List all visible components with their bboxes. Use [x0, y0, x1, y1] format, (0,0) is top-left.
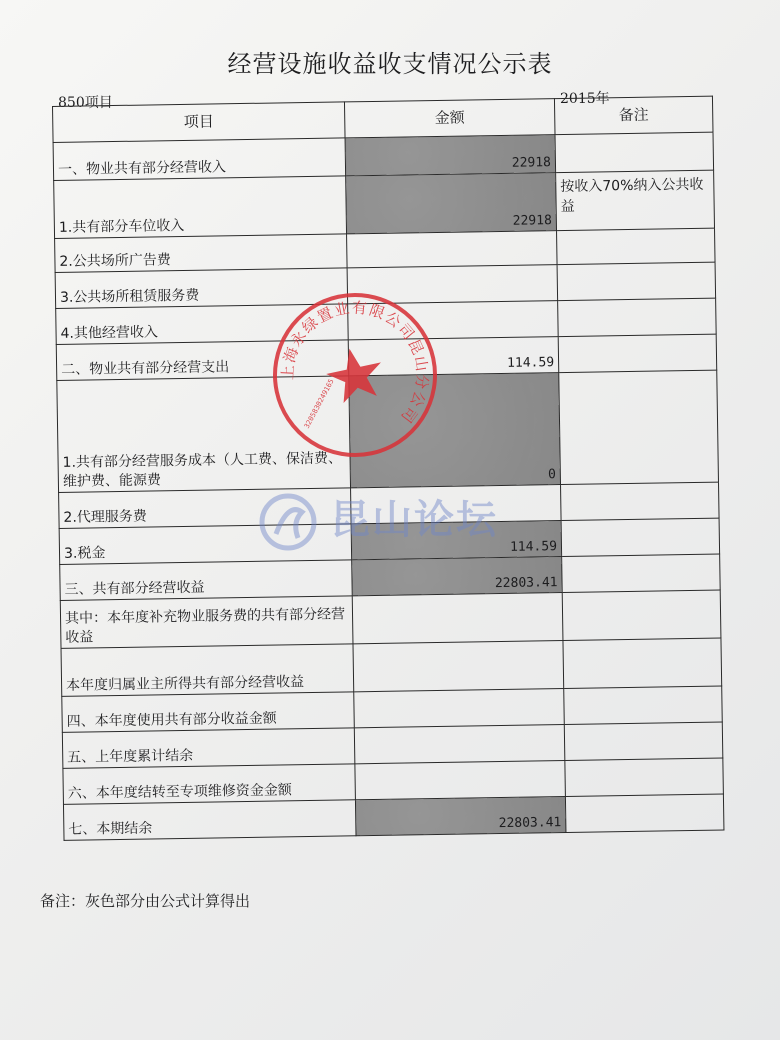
row-item: 二、物业共有部分经营支出	[56, 340, 349, 381]
row-remark	[559, 370, 719, 484]
row-amount: 22918	[345, 135, 556, 176]
row-amount: 22803.41	[355, 797, 566, 836]
star-icon	[322, 343, 388, 406]
row-item: 2.公共场所广告费	[55, 234, 347, 273]
revenue-table	[52, 96, 724, 841]
row-remark	[564, 686, 723, 724]
row-remark	[561, 518, 720, 556]
row-item: 3.公共场所租赁服务费	[55, 268, 348, 309]
row-item: 2.代理服务费	[59, 488, 352, 529]
seal-text: 上海永绿置业有限公司昆山分公司	[278, 298, 432, 428]
header-item: 项目	[53, 102, 346, 143]
project-label: 850项目	[58, 95, 113, 111]
row-remark	[562, 554, 721, 592]
row-item: 六、本年度结转至专项维修资金金额	[63, 764, 356, 805]
table-row	[54, 170, 715, 238]
forum-watermark	[258, 478, 558, 568]
row-amount: 22803.41	[352, 557, 563, 596]
row-remark	[562, 590, 721, 640]
row-remark	[561, 482, 720, 520]
year-label: 2015年	[560, 91, 610, 107]
row-amount: 0	[349, 373, 561, 488]
row-remark	[557, 228, 716, 264]
row-item: 1.共有部分车位收入	[54, 176, 347, 239]
revenue-table-wrapper	[52, 96, 724, 846]
row-remark	[558, 298, 717, 336]
row-item: 3.税金	[59, 524, 352, 565]
row-item: 七、本期结余	[63, 800, 356, 841]
footnote: 备注：灰色部分由公式计算得出	[40, 892, 251, 910]
header-amount: 金额	[344, 99, 555, 138]
row-item: 四、本年度使用共有部分收益金额	[62, 692, 355, 733]
row-item: 本年度归属业主所得共有部分经营收益	[61, 644, 354, 697]
document-title: 经营设施收益收支情况公示表	[227, 50, 553, 78]
row-item: 三、共有部分经营收益	[60, 560, 353, 601]
row-amount	[355, 761, 566, 800]
row-remark	[565, 758, 724, 796]
header-remark: 备注	[554, 96, 713, 134]
row-amount	[354, 689, 565, 728]
forum-logo-icon	[258, 482, 318, 562]
row-remark: 按收入70%纳入公共收益	[556, 170, 715, 230]
row-item: 五、上年度累计结余	[62, 728, 355, 769]
company-seal	[254, 274, 456, 476]
row-amount	[353, 641, 564, 692]
watermark-text: 昆山论坛	[330, 497, 498, 543]
row-amount: 22918	[346, 173, 557, 234]
seal-serial: 3205830249165	[302, 377, 336, 430]
row-item: 其中：本年度补充物业服务费的共有部分经营收益	[60, 596, 353, 649]
row-remark	[563, 638, 722, 688]
row-amount	[354, 725, 565, 764]
row-item: 一、物业共有部分经营收入	[53, 138, 346, 181]
row-item: 1.共有部分经营服务成本（人工费、保洁费、维护费、能源费	[57, 376, 351, 493]
row-remark	[564, 722, 723, 760]
row-remark	[557, 262, 716, 300]
row-amount	[352, 593, 563, 644]
row-remark	[565, 794, 724, 832]
row-amount: 114.59	[351, 521, 562, 560]
row-amount: 114.59	[348, 337, 559, 376]
row-item: 4.其他经营收入	[56, 304, 349, 345]
row-amount	[347, 231, 558, 268]
row-remark	[558, 334, 717, 372]
row-remark	[555, 132, 714, 172]
